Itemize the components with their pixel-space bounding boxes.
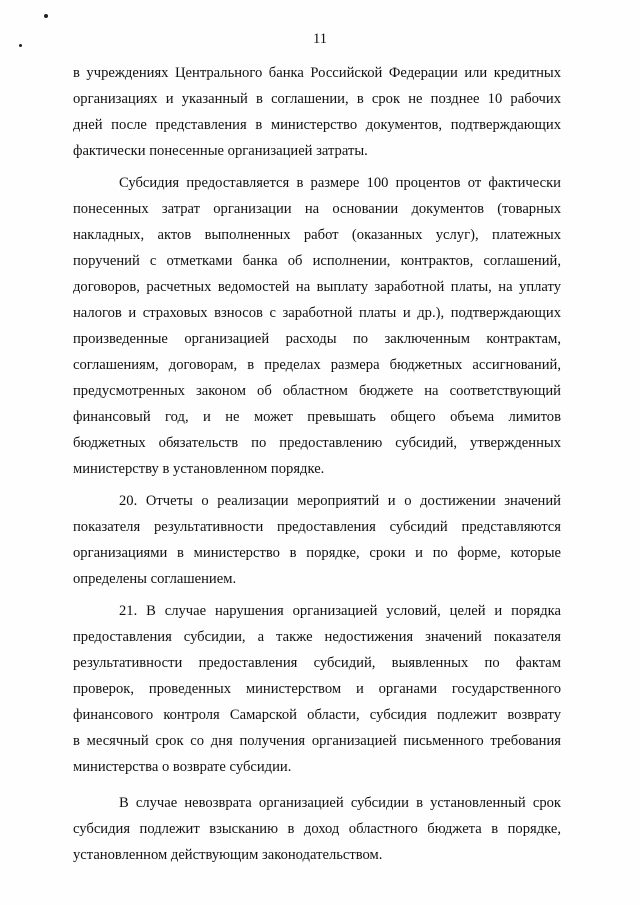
paragraph-non-return — [73, 790, 561, 868]
paragraph-subsidy-amount — [73, 170, 561, 482]
text-line: соглашениям, договорам, в пределах размера бюджетных ассигнований, — [73, 357, 561, 373]
text-line: дней после представления в министерство документов, подтверждающих — [73, 117, 561, 133]
text-line: показателя результативности предоставления субсидий представляются — [73, 519, 561, 535]
text-line: организациями в министерство в порядке, сроки и по форме, которые — [73, 545, 561, 561]
text-line: организациях и указанный в соглашении, в срок не позднее 10 рабочих — [73, 91, 561, 107]
text-line: министерству в установленном порядке. — [73, 461, 325, 477]
text-line: в учреждениях Центрального банка Российской Федерации или кредитных — [73, 65, 561, 81]
text-line: накладных, актов выполненных работ (оказанных услуг), платежных — [73, 227, 561, 243]
text-line: бюджетных обязательств по предоставлению субсидий, утвержденных — [73, 435, 561, 451]
text-line: поручений с отметками банка об исполнении, контрактов, соглашений, — [73, 253, 561, 269]
text-line: договоров, расчетных ведомостей на выплату заработной платы, на уплату — [73, 279, 561, 295]
text-line: министерства о возврате субсидии. — [73, 759, 292, 775]
text-line: финансовый год, и не может превышать общего объема лимитов — [73, 409, 561, 425]
text-line: в месячный срок со дня получения организацией письменного требования — [73, 733, 561, 749]
text-line: 21. В случае нарушения организацией условий, целей и порядка — [119, 603, 561, 619]
text-line: финансового контроля Самарской области, субсидия подлежит возврату — [73, 707, 561, 723]
paragraph-21 — [73, 598, 561, 780]
text-line: 20. Отчеты о реализации мероприятий и о достижении значений — [119, 493, 561, 509]
text-line: предоставления субсидии, а также недостижения значений показателя — [73, 629, 561, 645]
paragraph-gap — [73, 780, 561, 790]
document-body — [73, 60, 561, 868]
text-line: фактически понесенные организацией затраты. — [73, 143, 368, 159]
paragraph-20 — [73, 488, 561, 592]
text-line: произведенные организацией расходы по заключенным контрактам, — [73, 331, 561, 347]
text-line: В случае невозврата организацией субсидии в установленный срок — [119, 795, 561, 811]
scan-speck — [44, 14, 48, 18]
text-line: понесенных затрат организации на основании документов (товарных — [73, 201, 561, 217]
text-line: установленном действующим законодательством. — [73, 847, 383, 863]
text-line: Субсидия предоставляется в размере 100 процентов от фактически — [119, 175, 561, 191]
paragraph-continuation — [73, 60, 561, 164]
text-line: субсидия подлежит взысканию в доход областного бюджета в порядке, — [73, 821, 561, 837]
text-line: проверок, проведенных министерством и органами государственного — [73, 681, 561, 697]
text-line: предусмотренных законом об областном бюджете на соответствующий — [73, 383, 561, 399]
page-number: 11 — [313, 31, 327, 47]
text-line: результативности предоставления субсидий, выявленных по фактам — [73, 655, 561, 671]
text-line: определены соглашением. — [73, 571, 237, 587]
text-line: налогов и страховых взносов с заработной платы и др.), подтверждающих — [73, 305, 561, 321]
